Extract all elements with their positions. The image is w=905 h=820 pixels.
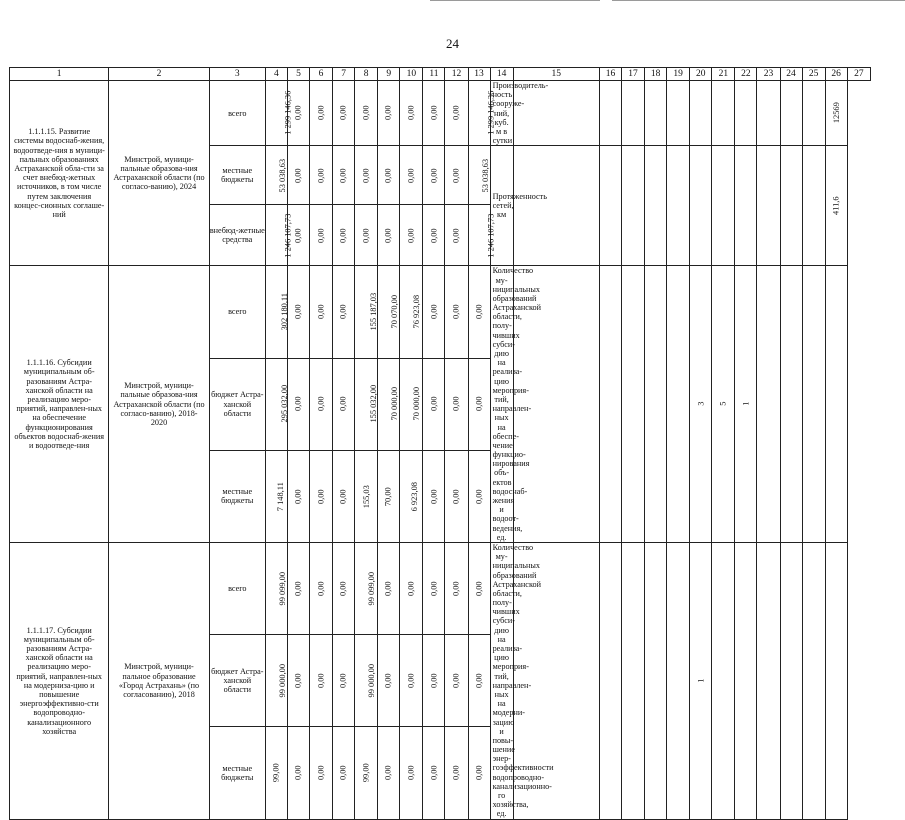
amount-cell (310, 205, 333, 266)
amount-cell (445, 727, 468, 819)
amount-cell-text: 0,00 (293, 489, 303, 504)
column-number-cell: 5 (287, 68, 309, 81)
target-cell (802, 542, 825, 819)
target-cell (780, 146, 802, 266)
amount-cell (333, 542, 355, 634)
funding-source-cell: местные бюджеты (209, 450, 265, 542)
amount-cell (287, 727, 309, 819)
amount-cell (310, 542, 333, 634)
amount-cell (378, 450, 400, 542)
amount-cell-text: 1 246 107,73 (283, 213, 293, 258)
amount-cell-text: 99 000,00 (277, 663, 287, 698)
amount-cell (468, 542, 490, 634)
amount-cell-text: 53 038,63 (277, 158, 287, 193)
amount-cell (468, 81, 495, 146)
target-value-cell-text: 3 (696, 402, 706, 407)
funding-source-cell: бюджет Астра-ханской области (209, 358, 265, 450)
amount-cell-text: 0,00 (361, 105, 371, 121)
target-cell (757, 146, 780, 266)
amount-cell-text: 0,00 (293, 396, 303, 412)
amount-cell (378, 146, 400, 205)
column-number-cell: 24 (780, 68, 802, 81)
amount-cell (378, 542, 400, 634)
funding-source-cell: местные бюджеты (209, 727, 265, 819)
amount-cell-text: 0,00 (293, 227, 303, 243)
funding-source-cell: бюджет Астра-ханской области (209, 635, 265, 727)
funding-source-cell: всего (209, 266, 265, 358)
target-cell (690, 81, 712, 146)
amount-cell (445, 81, 468, 146)
amount-cell (265, 146, 287, 205)
amount-cell (423, 542, 445, 634)
column-number-cell: 8 (355, 68, 378, 81)
amount-cell-text: 0,00 (406, 765, 416, 781)
amount-cell (265, 358, 290, 450)
page-number: 24 (446, 36, 459, 51)
amount-cell-text: 0,00 (338, 105, 348, 121)
target-cell (802, 81, 825, 146)
amount-cell (355, 727, 378, 819)
amount-cell-text: 0,00 (338, 581, 348, 596)
amount-cell (445, 205, 468, 266)
amount-cell-text: 0,00 (293, 673, 303, 689)
amount-cell (445, 358, 468, 450)
column-number-cell: 17 (622, 68, 645, 81)
column-number-cell: 14 (490, 68, 513, 81)
activity-name-cell: 1.1.1.17. Субсидии муниципальным об-разованиям Астра-ханской области на реализацию меро-приятий, направлен-ных на модерниза-цию и повышение энергоэффективно-сти водопроводно-канализационного хозяйства (10, 542, 109, 819)
amount-cell (287, 542, 309, 634)
amount-cell-text: 0,00 (338, 167, 348, 183)
target-value-cell-text: 411,6 (831, 196, 841, 216)
amount-cell-text: 0,00 (429, 396, 439, 412)
target-cell (645, 81, 667, 146)
amount-cell (468, 635, 490, 727)
column-number-cell: 20 (690, 68, 712, 81)
column-number-cell: 9 (378, 68, 400, 81)
amount-cell-text: 0,00 (384, 167, 394, 183)
amount-cell (445, 542, 468, 634)
amount-cell-text: 0,00 (451, 227, 461, 243)
amount-cell (423, 727, 445, 819)
table-row (10, 542, 871, 634)
funding-source-cell: всего (209, 81, 265, 146)
amount-cell (355, 81, 378, 146)
target-value-cell (825, 146, 847, 266)
amount-cell-text: 0,00 (429, 673, 439, 689)
amount-cell-text: 0,00 (316, 227, 326, 243)
amount-cell-text: 0,00 (406, 673, 416, 689)
funding-source-cell: всего (209, 542, 265, 634)
amount-cell-text: 0,00 (429, 304, 439, 320)
responsible-cell: Минстрой, муници-пальные образова-ния Астраханской области (по согласо-ванию), 2018-2020 (109, 266, 209, 543)
indicator-cell: Количество му-ниципальных образований Астраханской области, полу-чивших субси-дию на реализа-цию мероприя-тий, направлен-ных на обеспе-чение функцио-нирования объ-ектов водоснаб-жения и водоот-ведения, ед. (490, 266, 513, 543)
amount-cell (287, 266, 309, 358)
target-cell (513, 81, 599, 146)
amount-cell (400, 205, 423, 266)
amount-cell (265, 205, 293, 266)
amount-cell (400, 635, 423, 727)
amount-cell-text: 0,00 (429, 105, 439, 121)
amount-cell-text: 99 099,00 (367, 571, 377, 606)
amount-cell (378, 81, 400, 146)
amount-cell (355, 450, 378, 542)
amount-cell (310, 358, 333, 450)
amount-cell-text: 0,00 (338, 396, 348, 412)
target-cell (757, 81, 780, 146)
amount-cell (355, 542, 378, 634)
amount-cell-text: 0,00 (384, 765, 394, 781)
amount-cell-text: 0,00 (451, 489, 461, 504)
column-number-cell: 3 (209, 68, 265, 81)
amount-cell (265, 81, 293, 146)
amount-cell-text: 0,00 (384, 673, 394, 689)
target-cell (599, 266, 621, 543)
target-value-cell (825, 81, 847, 146)
target-cell (825, 542, 847, 819)
amount-cell-text: 295 032,00 (280, 385, 290, 423)
amount-cell (423, 266, 445, 358)
amount-cell-text: 99 099,00 (277, 571, 287, 606)
amount-cell (333, 81, 355, 146)
column-number-row (10, 68, 871, 81)
column-number-cell: 10 (400, 68, 423, 81)
amount-cell-text: 0,00 (451, 581, 461, 596)
amount-cell (265, 635, 287, 727)
amount-cell (423, 81, 445, 146)
amount-cell (310, 450, 333, 542)
column-number-cell: 27 (847, 68, 870, 81)
target-cell (622, 542, 645, 819)
target-value-cell-text: 5 (718, 402, 728, 407)
target-cell (712, 81, 735, 146)
target-cell (645, 266, 667, 543)
amount-cell-text: 0,00 (361, 227, 371, 243)
target-cell (780, 266, 802, 543)
amount-cell (265, 542, 287, 634)
column-number-cell: 13 (468, 68, 490, 81)
amount-cell (378, 727, 400, 819)
amount-cell-text: 0,00 (429, 489, 439, 504)
table-row (10, 266, 871, 358)
target-value-cell-text: 12569 (831, 102, 841, 124)
target-cell (599, 81, 621, 146)
column-number-cell: 23 (757, 68, 780, 81)
responsible-cell: Минстрой, муници-пальное образование «Город Астрахань» (по согласованию), 2018 (109, 542, 209, 819)
amount-cell-text: 70 000,00 (412, 387, 422, 421)
target-cell (802, 146, 825, 266)
program-table (9, 67, 871, 820)
amount-cell-text: 0,00 (338, 765, 348, 781)
target-value-cell (690, 266, 712, 543)
column-number-cell: 12 (445, 68, 468, 81)
amount-cell (310, 635, 333, 727)
amount-cell (310, 727, 333, 819)
target-cell (735, 81, 757, 146)
amount-cell (355, 266, 378, 358)
target-cell (757, 542, 780, 819)
amount-cell-text: 99,00 (271, 763, 281, 783)
amount-cell-text: 0,00 (316, 396, 326, 412)
amount-cell (378, 635, 400, 727)
amount-cell-text: 0,00 (316, 105, 326, 121)
target-cell (735, 542, 757, 819)
amount-cell-text: 0,00 (429, 167, 439, 183)
amount-cell-text: 53 038,63 (480, 158, 490, 193)
amount-cell (423, 205, 445, 266)
indicator-cell: Производитель-ность сооруже-ний, куб. м в сутки (490, 81, 513, 146)
amount-cell (265, 727, 287, 819)
target-cell (599, 542, 621, 819)
target-cell (780, 542, 802, 819)
target-cell (667, 266, 690, 543)
column-number-cell: 19 (667, 68, 690, 81)
amount-cell-text: 0,00 (338, 304, 348, 320)
amount-cell (468, 450, 490, 542)
column-number-cell: 16 (599, 68, 621, 81)
amount-cell (333, 358, 355, 450)
amount-cell-text: 0,00 (384, 105, 394, 121)
amount-cell (445, 450, 468, 542)
target-cell (825, 266, 847, 543)
indicator-cell: Количество му-ниципальных образований Астраханской области, полу-чивших субси-дию на реализа-цию мероприя-тий, направлен-ных на модерни-зацию и повы-шение энер-гоэффективности водопроводно-канализационно-го хозяйства, ед. (490, 542, 513, 819)
amount-cell-text: 0,00 (474, 304, 484, 320)
amount-cell-text: 0,00 (451, 396, 461, 412)
amount-cell (423, 635, 445, 727)
amount-cell (333, 266, 355, 358)
amount-cell (400, 450, 423, 542)
column-number-cell: 18 (645, 68, 667, 81)
amount-cell (378, 205, 400, 266)
amount-cell (378, 358, 400, 450)
column-number-cell: 25 (802, 68, 825, 81)
amount-cell-text: 0,00 (451, 765, 461, 781)
amount-cell-text: 0,00 (316, 673, 326, 689)
amount-cell (355, 358, 378, 450)
amount-cell (355, 146, 378, 205)
column-number-cell: 11 (423, 68, 445, 81)
target-value-cell-text: 1 (741, 402, 751, 407)
amount-cell (265, 450, 287, 542)
table-row (10, 81, 871, 146)
target-cell (645, 146, 667, 266)
column-number-cell: 2 (109, 68, 209, 81)
amount-cell (378, 266, 400, 358)
amount-cell-text: 0,00 (293, 304, 303, 320)
top-rule-left (430, 0, 600, 1)
amount-cell-text: 0,00 (316, 489, 326, 504)
indicator-cell: Протяженность сетей, км (490, 146, 513, 266)
amount-cell-text: 0,00 (406, 105, 416, 121)
amount-cell-text: 7 148,11 (275, 481, 285, 511)
amount-cell-text: 0,00 (406, 227, 416, 243)
target-cell (780, 81, 802, 146)
amount-cell-text: 155 187,03 (369, 293, 379, 331)
amount-cell-text: 0,00 (451, 304, 461, 320)
amount-cell-text: 1 246 107,73 (485, 213, 495, 258)
amount-cell (333, 205, 355, 266)
amount-cell (265, 266, 287, 358)
activity-name-cell: 1.1.1.15. Развитие системы водоснаб-жения, водоотведе-ния в муници-пальных образованиях Астраханской обла-сти за счет внебюд-жетных источников, в том числе путем заключения концес-сионных соглаше-ний (10, 81, 109, 266)
column-number-cell: 22 (735, 68, 757, 81)
amount-cell-text: 0,00 (316, 304, 326, 320)
amount-cell-text: 0,00 (474, 673, 484, 689)
target-value-cell (735, 266, 757, 543)
amount-cell-text: 1 299 146,36 (283, 91, 293, 136)
column-number-cell: 15 (513, 68, 599, 81)
target-cell (712, 146, 735, 266)
amount-cell-text: 0,00 (316, 765, 326, 781)
amount-cell-text: 70,00 (384, 486, 394, 506)
amount-cell (333, 146, 355, 205)
target-cell (802, 266, 825, 543)
amount-cell (287, 450, 309, 542)
amount-cell (355, 635, 378, 727)
amount-cell-text: 0,00 (474, 765, 484, 781)
amount-cell-text: 0,00 (293, 167, 303, 183)
amount-cell-text: 0,00 (474, 581, 484, 596)
amount-cell-text: 0,00 (451, 167, 461, 183)
target-cell (622, 81, 645, 146)
amount-cell-text: 0,00 (293, 765, 303, 781)
amount-cell (445, 146, 468, 205)
target-value-cell-text: 1 (696, 678, 706, 683)
amount-cell (423, 450, 445, 542)
target-cell (622, 146, 645, 266)
amount-cell-text: 0,00 (384, 581, 394, 596)
amount-cell-text: 0,00 (338, 489, 348, 504)
amount-cell (287, 358, 309, 450)
target-cell (599, 146, 621, 266)
target-cell (735, 146, 757, 266)
target-value-cell (690, 542, 712, 819)
amount-cell-text: 0,00 (429, 581, 439, 596)
amount-cell-text: 0,00 (474, 396, 484, 412)
target-cell (712, 542, 735, 819)
target-cell (667, 81, 690, 146)
amount-cell (400, 542, 423, 634)
target-cell (690, 146, 712, 266)
funding-source-cell: внебюд-жетные средства (209, 205, 265, 266)
column-number-cell: 7 (333, 68, 355, 81)
amount-cell-text: 6 923,08 (410, 481, 420, 511)
amount-cell-text: 0,00 (451, 673, 461, 689)
amount-cell (310, 266, 333, 358)
amount-cell-text: 70 000,00 (390, 387, 400, 421)
target-cell (622, 266, 645, 543)
amount-cell (423, 146, 445, 205)
column-number-cell: 21 (712, 68, 735, 81)
amount-cell (423, 358, 445, 450)
amount-cell-text: 0,00 (293, 581, 303, 596)
amount-cell (287, 146, 309, 205)
amount-cell-text: 0,00 (293, 105, 303, 121)
amount-cell-text: 0,00 (429, 227, 439, 243)
amount-cell-text: 99,00 (361, 763, 371, 783)
column-number-cell: 1 (10, 68, 109, 81)
amount-cell (355, 205, 378, 266)
amount-cell-text: 0,00 (316, 167, 326, 183)
amount-cell (287, 635, 309, 727)
amount-cell (400, 266, 423, 358)
amount-cell-text: 0,00 (429, 765, 439, 781)
amount-cell-text: 0,00 (474, 489, 484, 504)
amount-cell (310, 81, 333, 146)
responsible-cell: Минстрой, муници-пальные образова-ния Астраханской области (по согласо-ванию), 2024 (109, 81, 209, 266)
target-cell (667, 146, 690, 266)
target-cell (667, 542, 690, 819)
amount-cell-text: 76 923,08 (412, 295, 422, 329)
target-cell (757, 266, 780, 543)
target-cell (513, 146, 599, 266)
amount-cell-text: 1 299 146,36 (485, 91, 495, 136)
amount-cell (333, 635, 355, 727)
amount-cell (468, 727, 490, 819)
amount-cell (445, 266, 468, 358)
amount-cell-text: 0,00 (338, 673, 348, 689)
amount-cell-text: 302 180,11 (279, 293, 289, 331)
target-cell (645, 542, 667, 819)
amount-cell (310, 146, 333, 205)
amount-cell-text: 0,00 (384, 227, 394, 243)
amount-cell (400, 146, 423, 205)
column-number-cell: 26 (825, 68, 847, 81)
amount-cell (468, 358, 490, 450)
amount-cell-text: 99 000,00 (367, 663, 377, 698)
amount-cell-text: 0,00 (406, 167, 416, 183)
amount-cell-text: 155 032,00 (369, 385, 379, 423)
amount-cell (468, 205, 495, 266)
amount-cell-text: 155,03 (361, 484, 371, 508)
amount-cell-text: 0,00 (338, 227, 348, 243)
amount-cell (400, 727, 423, 819)
amount-cell (468, 266, 490, 358)
activity-name-cell: 1.1.1.16. Субсидии муниципальным об-разованиям Астра-ханской области на реализацию меро-приятий, направлен-ных на обеспечение функционирования объектов водоснаб-жения и водоотведе-ния (10, 266, 109, 543)
top-rule-right (612, 0, 905, 1)
amount-cell (333, 727, 355, 819)
target-value-cell (712, 266, 735, 543)
amount-cell (333, 450, 355, 542)
amount-cell-text: 0,00 (316, 581, 326, 596)
column-number-cell: 4 (265, 68, 287, 81)
amount-cell-text: 0,00 (451, 105, 461, 121)
amount-cell-text: 70 070,00 (390, 295, 400, 329)
column-number-cell: 6 (310, 68, 333, 81)
amount-cell (468, 146, 490, 205)
amount-cell (400, 358, 423, 450)
amount-cell (445, 635, 468, 727)
funding-source-cell: местные бюджеты (209, 146, 265, 205)
amount-cell-text: 0,00 (361, 167, 371, 183)
amount-cell (400, 81, 423, 146)
amount-cell-text: 0,00 (406, 581, 416, 596)
